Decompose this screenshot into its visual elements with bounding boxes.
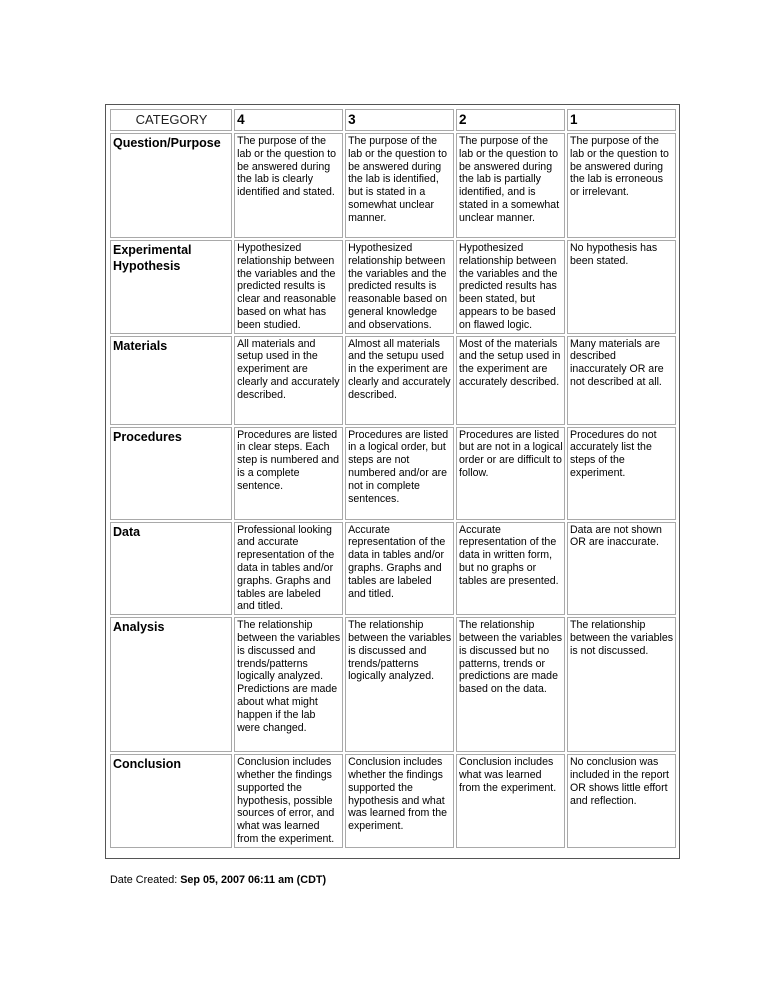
- criteria-cell: The relationship between the variables is discussed and trends/patterns logically analyzed. Predictions are made about what might happen if the lab were changed.: [234, 617, 343, 752]
- header-category: CATEGORY: [110, 109, 232, 131]
- criteria-cell: Hypothesized relationship between the variables and the predicted results is clear and reasonable based on what has been studied.: [234, 240, 343, 334]
- criteria-cell: Data are not shown OR are inaccurate.: [567, 522, 676, 616]
- criteria-cell: Conclusion includes what was learned from the experiment.: [456, 754, 565, 848]
- table-row: [110, 240, 676, 334]
- table-row: [110, 133, 676, 238]
- date-created-label: Date Created:: [110, 874, 178, 886]
- header-score-1: 1: [567, 109, 676, 131]
- row-category: Data: [110, 522, 232, 616]
- rubric-table-frame: [105, 104, 680, 859]
- criteria-cell: The relationship between the variables is not discussed.: [567, 617, 676, 752]
- criteria-cell: Procedures are listed but are not in a logical order or are difficult to follow.: [456, 427, 565, 520]
- criteria-cell: Many materials are described inaccurately OR are not described at all.: [567, 336, 676, 425]
- criteria-cell: Procedures do not accurately list the steps of the experiment.: [567, 427, 676, 520]
- date-created: [110, 873, 326, 887]
- criteria-cell: All materials and setup used in the experiment are clearly and accurately described.: [234, 336, 343, 425]
- header-score-3: 3: [345, 109, 454, 131]
- criteria-cell: Procedures are listed in clear steps. Each step is numbered and is a complete sentence.: [234, 427, 343, 520]
- table-row: [110, 617, 676, 752]
- table-row: [110, 522, 676, 616]
- table-row: [110, 336, 676, 425]
- row-category: Question/Purpose: [110, 133, 232, 238]
- criteria-cell: The purpose of the lab or the question to be answered during the lab is erroneous or irrelevant.: [567, 133, 676, 238]
- criteria-cell: No conclusion was included in the report OR shows little effort and reflection.: [567, 754, 676, 848]
- criteria-cell: Procedures are listed in a logical order, but steps are not numbered and/or are not in complete sentences.: [345, 427, 454, 520]
- criteria-cell: Conclusion includes whether the findings supported the hypothesis and what was learned from the experiment.: [345, 754, 454, 848]
- header-score-2: 2: [456, 109, 565, 131]
- criteria-cell: Hypothesized relationship between the variables and the predicted results is reasonable based on general knowledge and observations.: [345, 240, 454, 334]
- row-category: Procedures: [110, 427, 232, 520]
- criteria-cell: Accurate representation of the data in tables and/or graphs. Graphs and tables are labeled and titled.: [345, 522, 454, 616]
- date-created-value: Sep 05, 2007 06:11 am (CDT): [180, 874, 327, 886]
- row-category: Experimental Hypothesis: [110, 240, 232, 334]
- criteria-cell: The purpose of the lab or the question to be answered during the lab is clearly identified and stated.: [234, 133, 343, 238]
- criteria-cell: No hypothesis has been stated.: [567, 240, 676, 334]
- criteria-cell: Accurate representation of the data in written form, but no graphs or tables are presented.: [456, 522, 565, 616]
- criteria-cell: The purpose of the lab or the question to be answered during the lab is identified, but is stated in a somewhat unclear manner.: [345, 133, 454, 238]
- criteria-cell: Conclusion includes whether the findings supported the hypothesis, possible sources of error, and what was learned from the experiment.: [234, 754, 343, 848]
- criteria-cell: Hypothesized relationship between the variables and the predicted results has been stated, but appears to be based on flawed logic.: [456, 240, 565, 334]
- criteria-cell: Professional looking and accurate representation of the data in tables and/or graphs. Graphs and tables are labeled and titled.: [234, 522, 343, 616]
- table-row: [110, 754, 676, 848]
- criteria-cell: The relationship between the variables is discussed and trends/patterns logically analyzed.: [345, 617, 454, 752]
- header-score-4: 4: [234, 109, 343, 131]
- row-category: Analysis: [110, 617, 232, 752]
- criteria-cell: The relationship between the variables is discussed but no patterns, trends or predictions are made based on the data.: [456, 617, 565, 752]
- criteria-cell: Most of the materials and the setup used in the experiment are accurately described.: [456, 336, 565, 425]
- header-row: [110, 109, 676, 131]
- row-category: Conclusion: [110, 754, 232, 848]
- criteria-cell: The purpose of the lab or the question to be answered during the lab is partially identified, and is stated in a somewhat unclear manner.: [456, 133, 565, 238]
- table-row: [110, 427, 676, 520]
- criteria-cell: Almost all materials and the setupu used in the experiment are clearly and accurately described.: [345, 336, 454, 425]
- row-category: Materials: [110, 336, 232, 425]
- rubric-table: [108, 107, 678, 850]
